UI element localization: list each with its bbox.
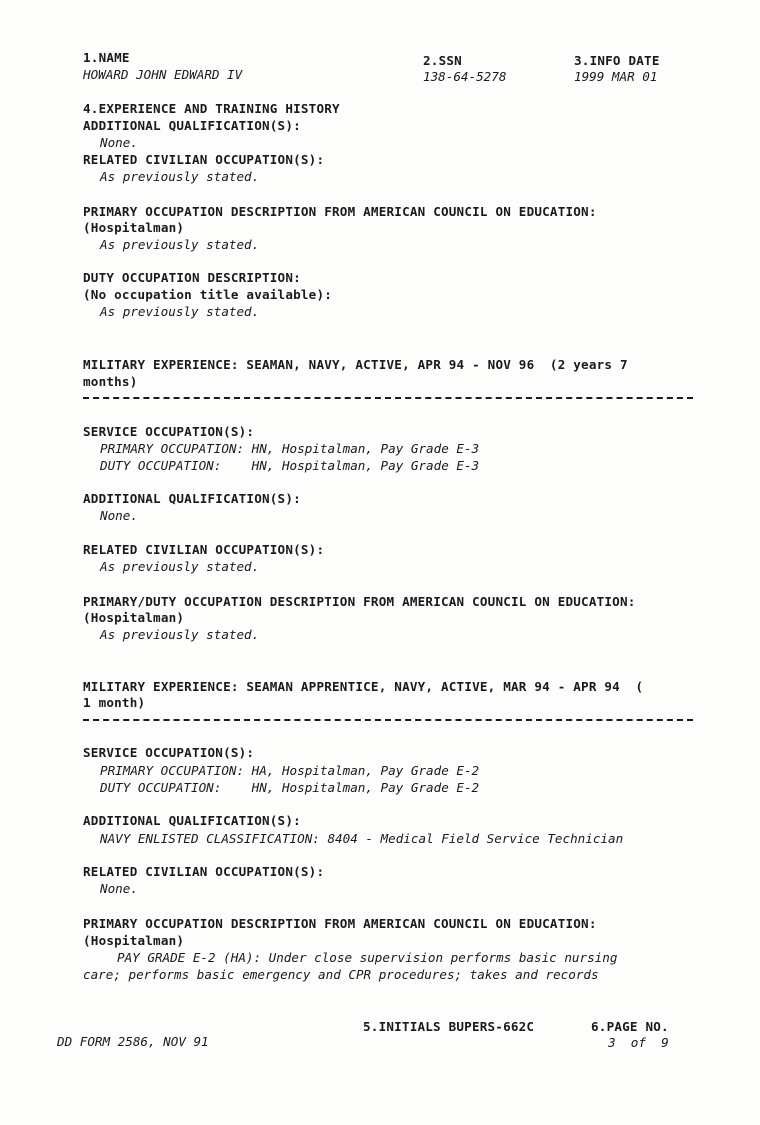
exp1-addl-value: None.	[100, 508, 138, 523]
initials-label: 5.INITIALS BUPERS-662C	[363, 1019, 535, 1034]
page-no-value: 3 of 9	[608, 1035, 669, 1050]
form-id: DD FORM 2586, NOV 91	[57, 1034, 209, 1049]
intro-duty-value: As previously stated.	[100, 304, 260, 319]
intro-duty-label: DUTY OCCUPATION DESCRIPTION:	[83, 270, 301, 285]
exp2-divider	[83, 719, 693, 721]
exp1-primary-occ: PRIMARY OCCUPATION: HN, Hospitalman, Pay Grade E-3	[100, 441, 480, 456]
exp1-desc-value: As previously stated.	[100, 627, 260, 642]
info-date-label: 3.INFO DATE	[574, 53, 660, 68]
name-value: HOWARD JOHN EDWARD IV	[83, 67, 243, 82]
exp2-desc-label: PRIMARY OCCUPATION DESCRIPTION FROM AMERICAN COUNCIL ON EDUCATION:	[83, 916, 597, 931]
exp1-civ-value: As previously stated.	[100, 559, 260, 574]
exp1-civ-label: RELATED CIVILIAN OCCUPATION(S):	[83, 542, 325, 557]
ssn-label: 2.SSN	[423, 53, 462, 68]
exp2-title-line1: MILITARY EXPERIENCE: SEAMAN APPRENTICE, NAVY, ACTIVE, MAR 94 - APR 94 (	[83, 679, 644, 694]
exp2-addl-label: ADDITIONAL QUALIFICATION(S):	[83, 813, 301, 828]
exp2-desc-line1: PAY GRADE E-2 (HA): Under close supervision performs basic nursing	[117, 950, 618, 965]
intro-addl-value: None.	[100, 135, 138, 150]
exp2-civ-label: RELATED CIVILIAN OCCUPATION(S):	[83, 864, 325, 879]
exp2-primary-occ: PRIMARY OCCUPATION: HA, Hospitalman, Pay Grade E-2	[100, 763, 480, 778]
exp2-desc-title: (Hospitalman)	[83, 933, 185, 948]
intro-primary-label: PRIMARY OCCUPATION DESCRIPTION FROM AMERICAN COUNCIL ON EDUCATION:	[83, 204, 597, 219]
exp1-title-line1: MILITARY EXPERIENCE: SEAMAN, NAVY, ACTIVE, APR 94 - NOV 96 (2 years 7	[83, 357, 628, 372]
info-date-value: 1999 MAR 01	[574, 69, 658, 84]
exp2-service-label: SERVICE OCCUPATION(S):	[83, 745, 255, 760]
page-no-label: 6.PAGE NO.	[591, 1019, 669, 1034]
section-title: 4.EXPERIENCE AND TRAINING HISTORY	[83, 101, 340, 116]
exp2-civ-value: None.	[100, 881, 138, 896]
exp2-desc-line2: care; performs basic emergency and CPR procedures; takes and records	[83, 967, 599, 982]
exp1-title-line2: months)	[83, 374, 138, 389]
ssn-value: 138-64-5278	[423, 69, 507, 84]
exp2-addl-value: NAVY ENLISTED CLASSIFICATION: 8404 - Medical Field Service Technician	[100, 831, 624, 846]
exp1-desc-title: (Hospitalman)	[83, 610, 185, 625]
name-label: 1.NAME	[83, 50, 130, 65]
exp2-title-line2: 1 month)	[83, 695, 146, 710]
exp1-duty-occ: DUTY OCCUPATION: HN, Hospitalman, Pay Grade E-3	[100, 458, 480, 473]
exp1-service-label: SERVICE OCCUPATION(S):	[83, 424, 255, 439]
intro-addl-label: ADDITIONAL QUALIFICATION(S):	[83, 118, 301, 133]
intro-duty-title: (No occupation title available):	[83, 287, 333, 302]
intro-civ-value: As previously stated.	[100, 169, 260, 184]
exp1-divider	[83, 397, 693, 399]
exp2-duty-occ: DUTY OCCUPATION: HN, Hospitalman, Pay Grade E-2	[100, 780, 480, 795]
intro-primary-title: (Hospitalman)	[83, 220, 185, 235]
exp1-addl-label: ADDITIONAL QUALIFICATION(S):	[83, 491, 301, 506]
exp1-desc-label: PRIMARY/DUTY OCCUPATION DESCRIPTION FROM AMERICAN COUNCIL ON EDUCATION:	[83, 594, 636, 609]
intro-civ-label: RELATED CIVILIAN OCCUPATION(S):	[83, 152, 325, 167]
intro-primary-value: As previously stated.	[100, 237, 260, 252]
